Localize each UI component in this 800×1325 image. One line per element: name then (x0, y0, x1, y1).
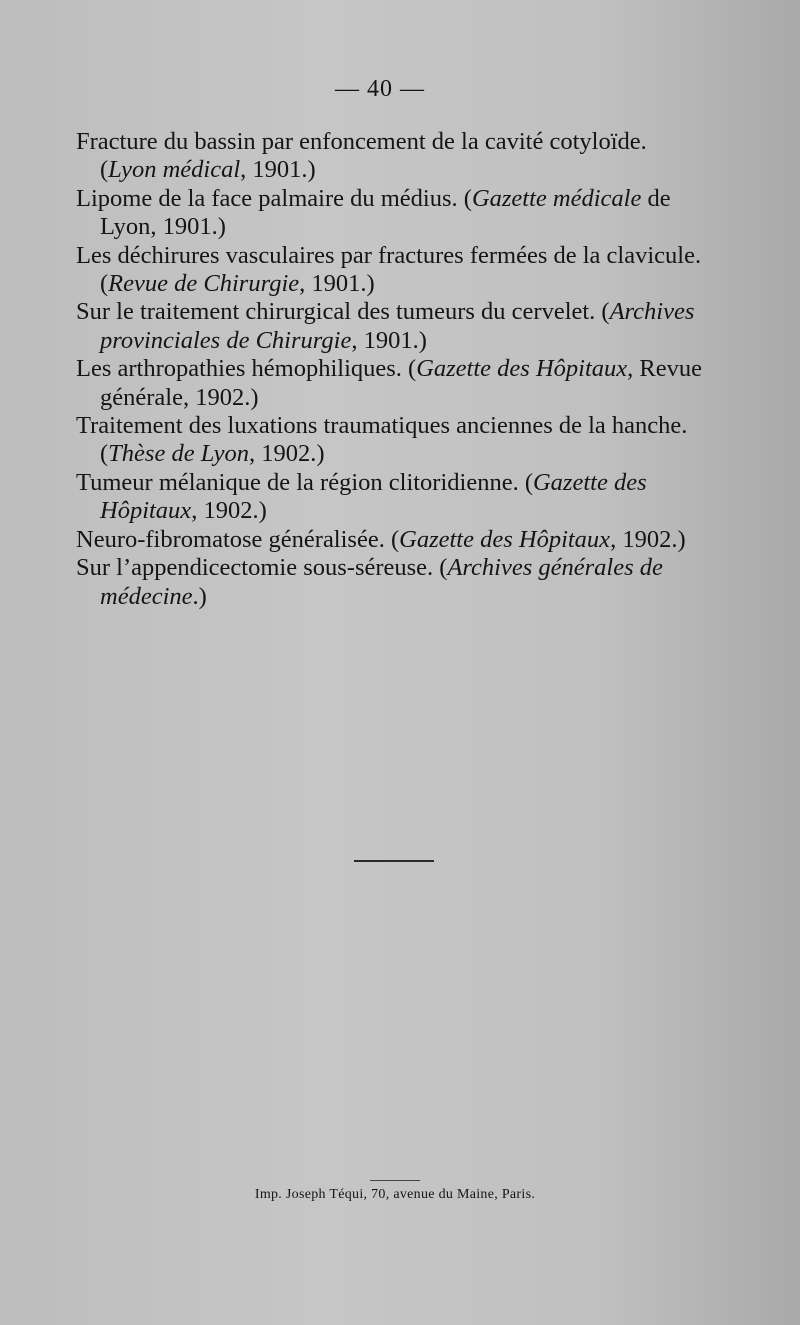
printer-imprint: Imp. Joseph Téqui, 70, avenue du Maine, Paris. (254, 1187, 536, 1202)
bibliography-entry (76, 355, 724, 412)
entry-text: , 1901.) (240, 156, 316, 184)
bibliography-entry (76, 526, 724, 554)
journal-name: Gazette des Hôpitaux (399, 525, 611, 553)
entry-title: Les déchirures vasculaires par fractures fermées de la clavicule. (76, 241, 702, 269)
imprint-divider (370, 1180, 420, 1181)
entry-text: ( (100, 270, 109, 298)
bibliography-entry (76, 412, 724, 469)
entry-title: Neuro-fibromatose généralisée. ( (76, 525, 400, 553)
entry-text: Lyon, 1901.) (100, 213, 226, 241)
journal-name: Hôpitaux (100, 497, 192, 525)
bibliography-entry (76, 469, 724, 526)
journal-name: Archives (609, 298, 695, 326)
entry-title: Traitement des luxations traumatiques anciennes de la hanche. (76, 412, 688, 440)
journal-name: Thèse de Lyon (108, 440, 249, 468)
entry-title: Tumeur mélanique de la région clitoridienne. ( (76, 468, 533, 496)
bibliography-entry (76, 185, 724, 242)
section-divider (354, 860, 434, 862)
entry-text: ( (100, 440, 109, 468)
entry-text: , 1902.) (191, 497, 267, 525)
entry-text: , Revue (627, 355, 702, 383)
entry-title: Lipome de la face palmaire du médius. ( (76, 184, 472, 212)
journal-name: Gazette médicale (471, 184, 642, 212)
entry-text: .) (192, 582, 207, 610)
bibliography-entry (76, 242, 724, 299)
bibliography-entry (76, 554, 724, 611)
journal-name: Revue de Chirurgie (108, 270, 300, 298)
journal-name: Gazette des Hôpitaux (416, 355, 628, 383)
entry-text: ( (100, 156, 109, 184)
page-number: — 40 — (335, 76, 425, 102)
bibliography-entry (76, 128, 724, 185)
journal-name: médecine (100, 582, 193, 610)
entry-text: , 1902.) (248, 440, 325, 468)
entry-text: , 1901.) (299, 270, 375, 298)
entry-text: , 1902.) (610, 525, 686, 553)
entry-title: Fracture du bassin par enfoncement de la cavité cotyloïde. (76, 128, 647, 155)
entry-text: générale, 1902.) (100, 383, 259, 411)
journal-name: Archives générales de (447, 554, 663, 582)
bibliography-entry (76, 298, 724, 355)
entry-text: , 1901.) (351, 326, 427, 354)
journal-name: Lyon médical (108, 156, 241, 184)
bibliography-list (76, 128, 724, 611)
entry-title: Sur le traitement chirurgical des tumeurs du cervelet. ( (76, 298, 610, 326)
entry-text: de (641, 184, 671, 212)
journal-name: provinciales de Chirurgie (100, 326, 352, 354)
journal-name: Gazette des (532, 468, 647, 496)
entry-title: Sur l’appendicectomie sous-séreuse. ( (76, 554, 448, 582)
entry-title: Les arthropathies hémophiliques. ( (76, 355, 417, 383)
